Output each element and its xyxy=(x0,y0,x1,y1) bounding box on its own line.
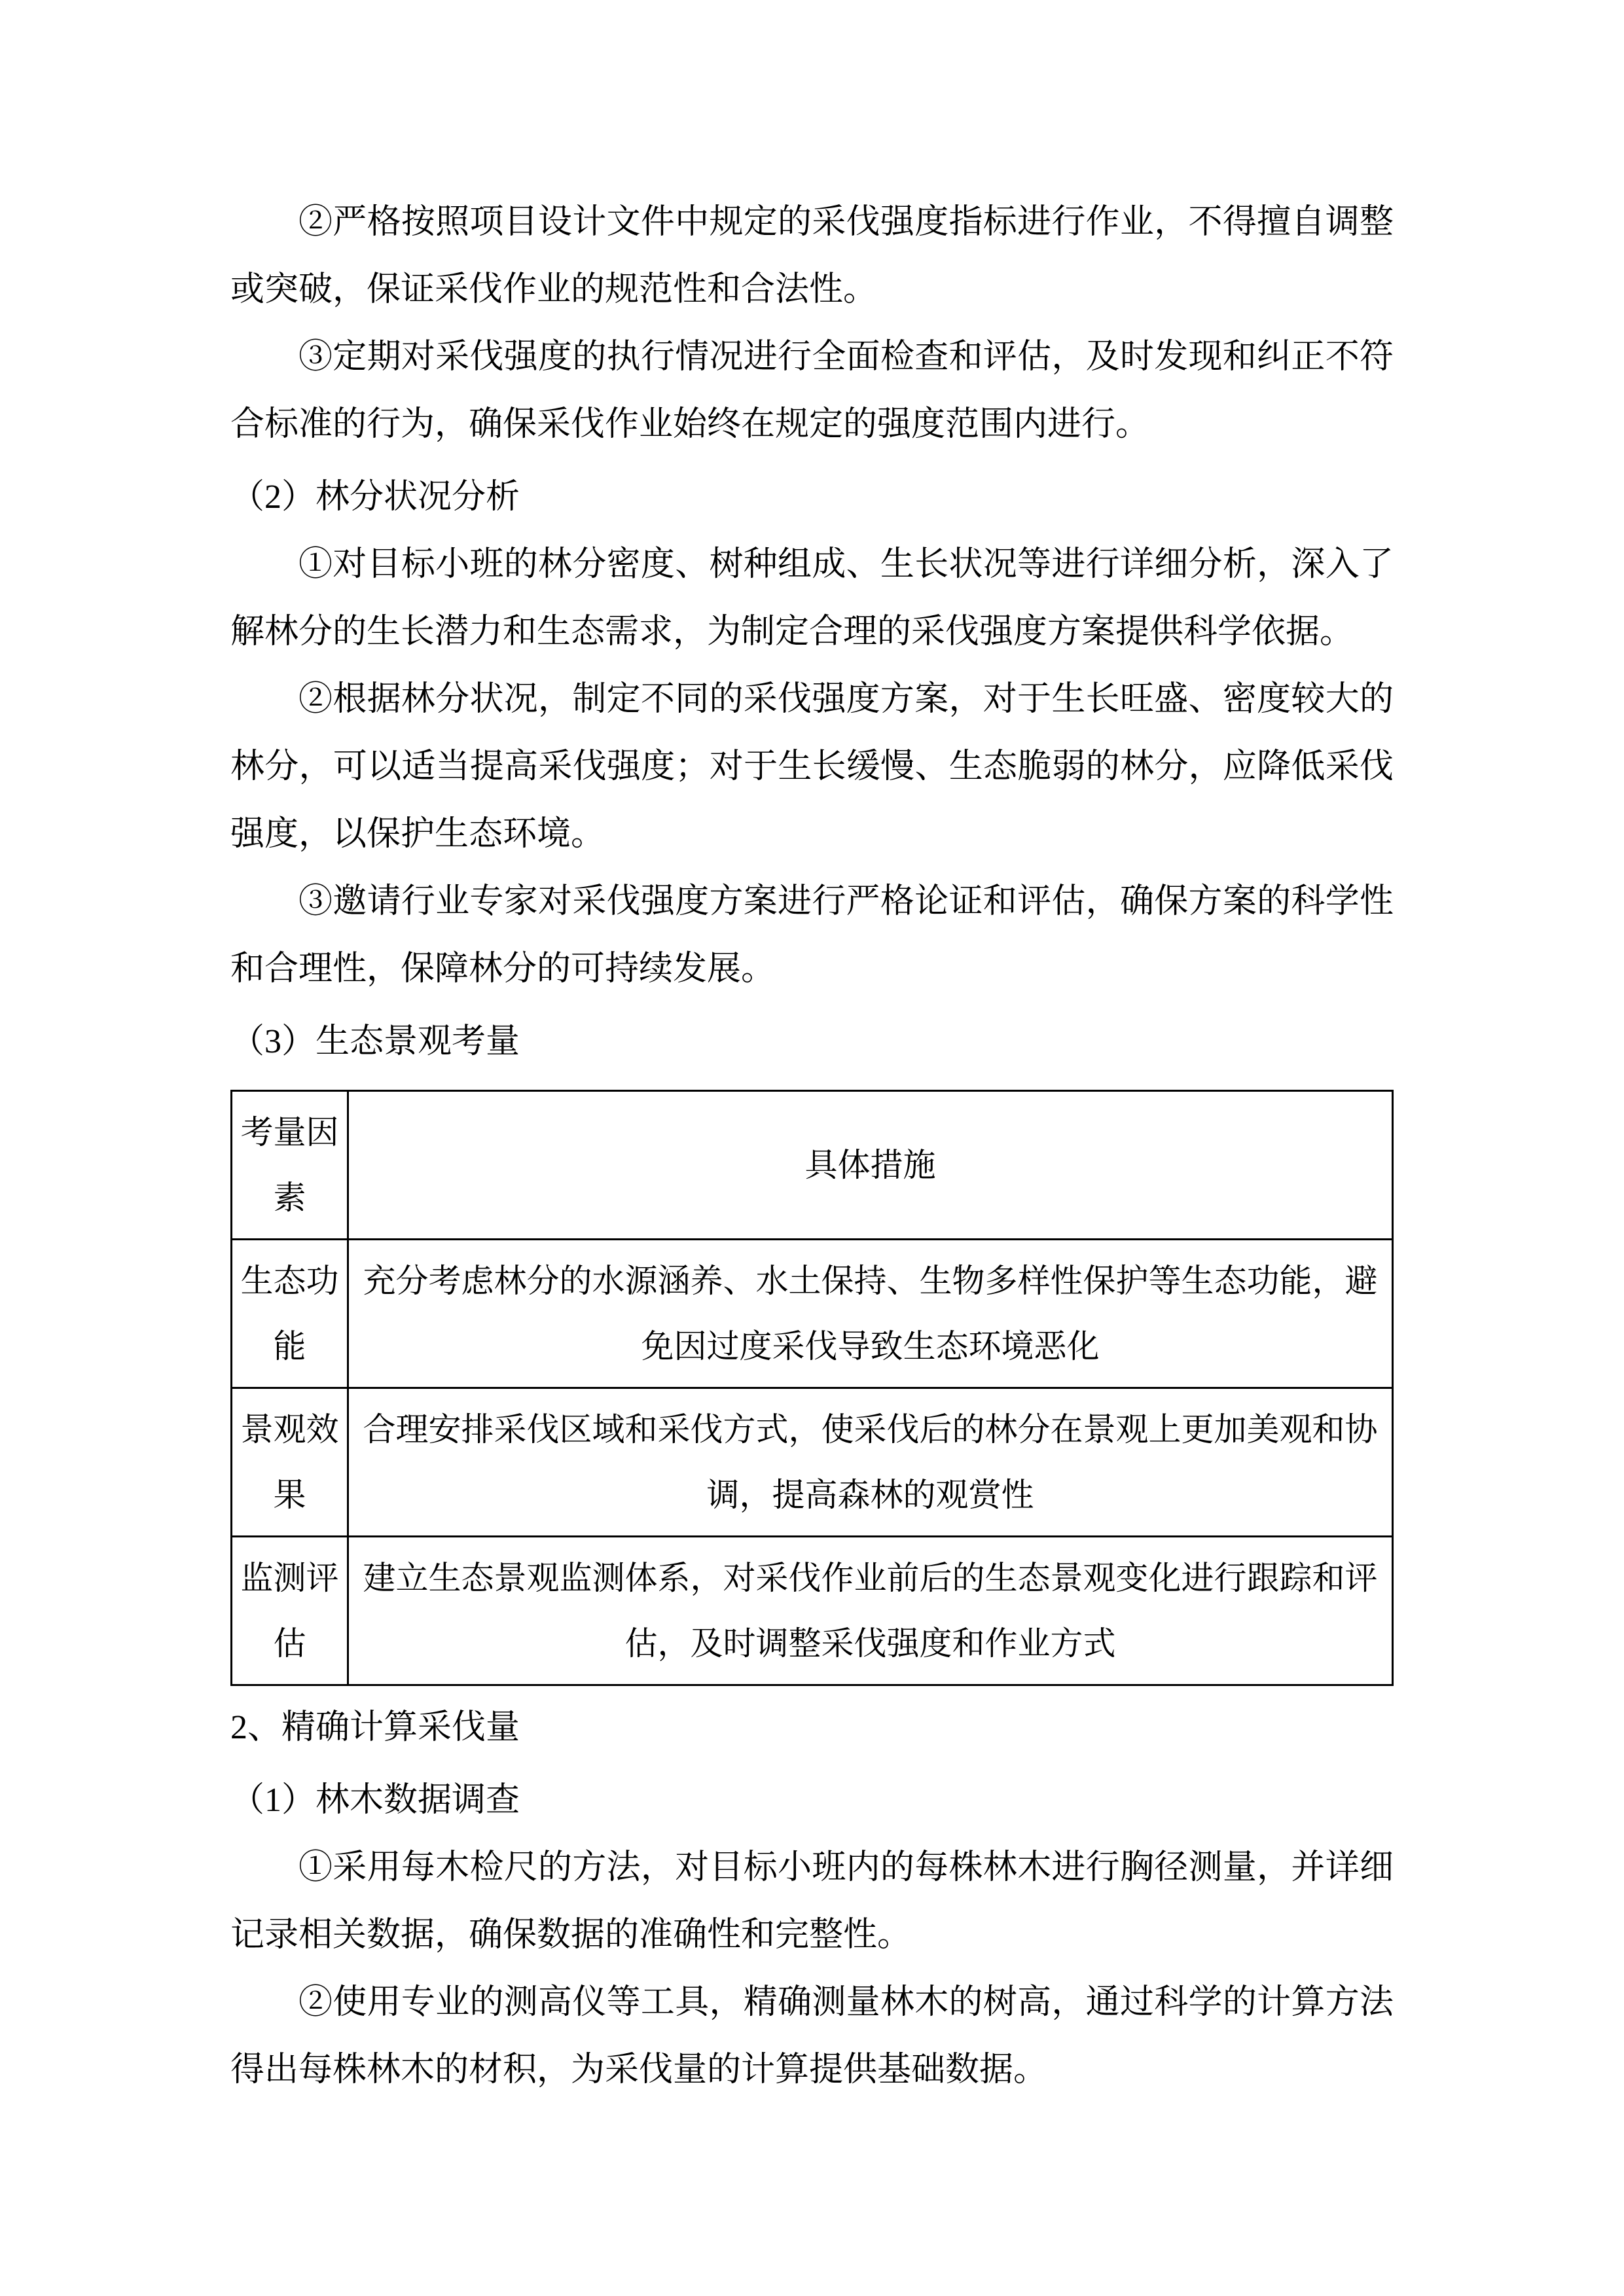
paragraph-expert-review: ③邀请行业专家对采伐强度方案进行严格论证和评估，确保方案的科学性和合理性，保障林分的可持续发展。 xyxy=(230,883,1394,988)
table-row xyxy=(232,1240,1393,1388)
section-heading-calc-volume: 2、精确计算采伐量 xyxy=(230,1709,520,1746)
table-cell-factor: 生态功能 xyxy=(232,1240,348,1388)
paragraph-dbh-measure: ①采用每木检尺的方法，对目标小班内的每株林木进行胸径测量，并详细记录相关数据，确保数据的准确性和完整性。 xyxy=(230,1849,1394,1954)
table-cell-measure: 建立生态景观监测体系，对采伐作业前后的生态景观变化进行跟踪和评估，及时调整采伐强度和作业方式 xyxy=(348,1537,1393,1685)
table-cell-measure: 充分考虑林分的水源涵养、水土保持、生物多样性保护等生态功能，避免因过度采伐导致生态环境恶化 xyxy=(348,1240,1393,1388)
section-heading-eco-landscape: （3）生态景观考量 xyxy=(230,1023,520,1060)
table-cell-factor: 景观效果 xyxy=(232,1388,348,1537)
table-cell-measure: 合理安排采伐区域和采伐方式，使采伐后的林分在景观上更加美观和协调，提高森林的观赏性 xyxy=(348,1388,1393,1537)
table-row xyxy=(232,1537,1393,1685)
eco-landscape-table xyxy=(230,1090,1394,1686)
table-cell-factor: 监测评估 xyxy=(232,1537,348,1685)
paragraph-height-measure: ②使用专业的测高仪等工具，精确测量林木的树高，通过科学的计算方法得出每株林木的材积，为采伐量的计算提供基础数据。 xyxy=(230,1984,1394,2089)
table-header-row xyxy=(232,1091,1393,1240)
section-heading-stand-analysis: （2）林分状况分析 xyxy=(230,478,520,516)
paragraph-stand-analyze: ①对目标小班的林分密度、树种组成、生长状况等进行详细分析，深入了解林分的生长潜力和生态需求，为制定合理的采伐强度方案提供科学依据。 xyxy=(230,546,1394,651)
paragraph-stand-plan: ②根据林分状况，制定不同的采伐强度方案，对于生长旺盛、密度较大的林分，可以适当提高采伐强度；对于生长缓慢、生态脆弱的林分，应降低采伐强度，以保护生态环境。 xyxy=(230,681,1394,853)
table-header-measure: 具体措施 xyxy=(348,1091,1393,1240)
paragraph-strict-compliance: ②严格按照项目设计文件中规定的采伐强度指标进行作业，不得擅自调整或突破，保证采伐作业的规范性和合法性。 xyxy=(230,204,1394,308)
paragraph-inspection: ③定期对采伐强度的执行情况进行全面检查和评估，及时发现和纠正不符合标准的行为，确保采伐作业始终在规定的强度范围内进行。 xyxy=(230,338,1394,443)
table-header-factor: 考量因素 xyxy=(232,1091,348,1240)
section-heading-data-survey: （1）林木数据调查 xyxy=(230,1782,520,1819)
table-row xyxy=(232,1388,1393,1537)
